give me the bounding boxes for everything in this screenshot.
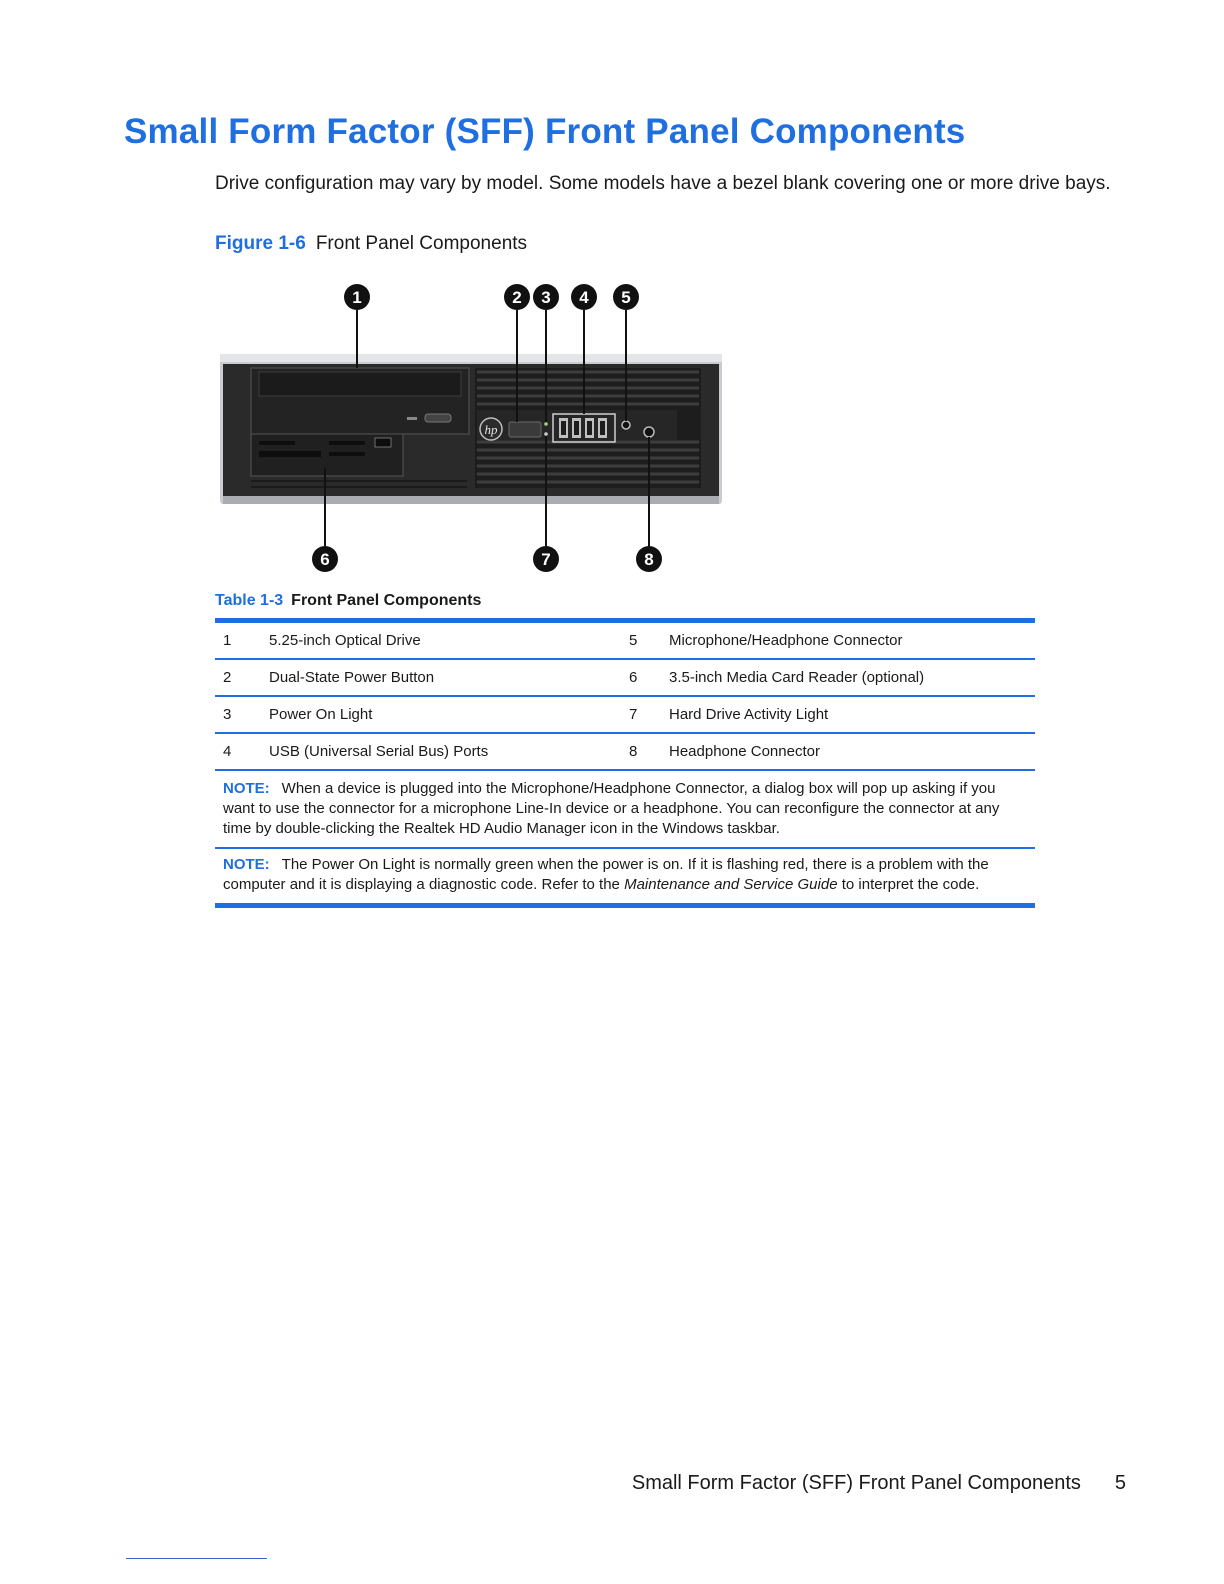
figure-title: Front Panel Components: [315, 233, 528, 254]
callout-1: [344, 284, 370, 310]
note-text: When a device is plugged into the Microphone/Headphone Connector, a dialog box will pop up asking if you want to use the connector for a microphone Line-In device or a headphone. You can reconfigure the connector at any time by double-clicking the Realtek HD Audio Manager icon in the Windows taskbar.: [223, 780, 1000, 837]
svg-text:5: 5: [621, 288, 631, 307]
item-description: 3.5-inch Media Card Reader (optional): [669, 659, 1035, 696]
page-footer: [632, 1472, 1126, 1495]
intro-paragraph: Drive configuration may vary by model. Some models have a bezel blank covering one or more drive bays.: [215, 173, 1111, 194]
svg-text:2: 2: [512, 288, 522, 307]
note-power-light: [215, 849, 1035, 908]
item-number: 3: [215, 696, 269, 733]
table-row: [215, 621, 1035, 660]
svg-text:3: 3: [541, 288, 551, 307]
item-description: Power On Light: [269, 696, 629, 733]
figure-caption: [215, 233, 527, 255]
callout-5: [613, 284, 639, 310]
table-number: Table 1-3: [215, 592, 284, 609]
power-on-light: [544, 422, 548, 426]
callout-8: [636, 546, 662, 572]
table-title: Front Panel Components: [291, 592, 482, 609]
table-row: [215, 696, 1035, 733]
microphone-jack: [622, 421, 630, 429]
figure-number: Figure 1-6: [215, 233, 306, 254]
item-number: 1: [215, 621, 269, 660]
item-description: Headphone Connector: [669, 733, 1035, 770]
item-number: 6: [629, 659, 669, 696]
note-microphone: [215, 773, 1035, 849]
front-panel-illustration: [215, 278, 735, 578]
guide-title: Maintenance and Service Guide: [624, 876, 838, 893]
front-panel-figure: [215, 278, 735, 578]
item-description: Microphone/Headphone Connector: [669, 621, 1035, 660]
svg-text:6: 6: [320, 550, 330, 569]
item-description: Hard Drive Activity Light: [669, 696, 1035, 733]
callout-2: [504, 284, 530, 310]
table-caption: [215, 592, 481, 610]
svg-text:8: 8: [644, 550, 654, 569]
callout-3: [533, 284, 559, 310]
headphone-jack: [644, 427, 654, 437]
svg-text:7: 7: [541, 550, 551, 569]
item-number: 2: [215, 659, 269, 696]
table-row: [215, 733, 1035, 770]
hard-drive-light: [544, 432, 548, 436]
item-description: USB (Universal Serial Bus) Ports: [269, 733, 629, 770]
page-number: 5: [1114, 1472, 1126, 1494]
item-number: 7: [629, 696, 669, 733]
item-number: 8: [629, 733, 669, 770]
hp-logo-text: hp: [484, 422, 498, 437]
callout-7: [533, 546, 559, 572]
eject-button: [425, 414, 451, 422]
item-number: 5: [629, 621, 669, 660]
footer-rule: [126, 1558, 267, 1559]
item-description: Dual-State Power Button: [269, 659, 629, 696]
power-button: [509, 422, 541, 437]
note-text-end: to interpret the code.: [841, 876, 980, 893]
callout-6: [312, 546, 338, 572]
svg-text:1: 1: [352, 288, 362, 307]
item-description: 5.25-inch Optical Drive: [269, 621, 629, 660]
notes-section: [215, 773, 1035, 908]
note-text: The Power On Light is normally green when the power is on. If it is flashing red, there is a problem with the computer and it is displaying a diagnostic code. Refer to the: [223, 856, 989, 893]
note-label: NOTE:: [223, 780, 270, 797]
components-table: [215, 618, 1035, 771]
table-row: [215, 659, 1035, 696]
page-title: Small Form Factor (SFF) Front Panel Components: [124, 112, 966, 151]
item-number: 4: [215, 733, 269, 770]
svg-text:4: 4: [579, 288, 589, 307]
callout-4: [571, 284, 597, 310]
note-label: NOTE:: [223, 856, 270, 873]
footer-title: Small Form Factor (SFF) Front Panel Components: [631, 1472, 1081, 1494]
